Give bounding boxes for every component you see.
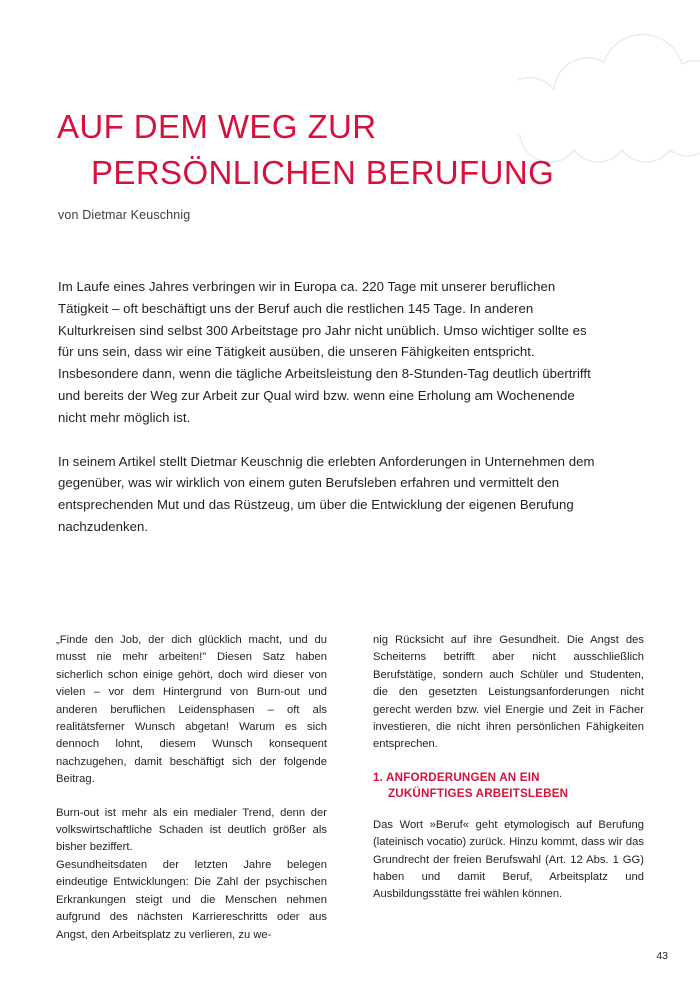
byline: von Dietmar Keuschnig bbox=[58, 208, 191, 222]
left-paragraph-2: Burn-out ist mehr als ein medialer Trend, denn der volkswirtschaftliche Schaden ist deutlich größer als bisher beziffert. bbox=[56, 806, 327, 854]
page-title-line-2: PERSÖNLICHEN BERUFUNG bbox=[91, 154, 555, 191]
page-title-line-1: AUF DEM WEG ZUR bbox=[57, 108, 377, 145]
right-paragraph-1: nig Rücksicht auf ihre Gesundheit. Die Angst des Scheiterns betrifft aber nicht ausschließlich Berufstätige, sondern auch Schüler und Studenten, die den gesetzten Leistungsanforderungen nicht gerecht werden bzw. viel Energie und Zeit in Fächer investieren, die nicht ihren persönlichen Fähigkeiten entsprechen. bbox=[373, 634, 644, 751]
intro-paragraph-1: Im Laufe eines Jahres verbringen wir in Europa ca. 220 Tage mit unserer beruflichen Tätigkeit – oft beschäftigt uns der Beruf auch die restlichen 145 Tage. In anderen Kulturkreisen sind selbst 300 Arbeitstage pro Jahr nicht unüblich. Umso wichtiger sollte es für uns sein, dass wir eine Tätigkeit ausüben, die unseren Fähigkeiten entspricht. Insbesondere dann, wenn die tägliche Arbeitsleistung den 8-Stunden-Tag deutlich übertrifft und bereits der Weg zur Arbeit zur Qual wird bzw. wenn eine Erholung am Wochenende nicht mehr möglich ist. bbox=[58, 279, 591, 425]
intro-section bbox=[58, 276, 598, 538]
page-title bbox=[57, 104, 657, 196]
section-heading-line-1: 1. ANFORDERUNGEN AN EIN bbox=[373, 770, 540, 784]
intro-paragraph-2: In seinem Artikel stellt Dietmar Keuschnig die erlebten Anforderungen in Unternehmen dem gegenüber, was wir wirklich von einem guten Berufsleben erfahren und vermittelt den entsprechenden Mut und das Rüstzeug, um über die Entwicklung der eigenen Berufung nachzudenken. bbox=[58, 453, 595, 534]
body-column-left bbox=[56, 632, 327, 944]
body-columns bbox=[56, 632, 644, 944]
section-heading bbox=[373, 770, 644, 803]
body-column-right bbox=[373, 632, 644, 944]
left-paragraph-1: „Finde den Job, der dich glücklich macht, und du musst nie mehr arbeiten!" Diesen Satz haben sicherlich schon einige gehört, doch wird dieser von vielen – vor dem Hintergrund von Burn-out und anderen beruflichen Leidensphasen – oft als realitätsferner Wunsch abgetan! Warum es sich dennoch lohnt, diesem Wunsch konsequent nachzugehen, damit beschäftigt sich der folgende Beitrag. bbox=[56, 634, 327, 786]
left-paragraph-3: Gesundheitsdaten der letzten Jahre belegen eindeutige Entwicklungen: Die Zahl der psychischen Erkrankungen steigt und die Menschen nehmen aufgrund des nächsten Karriereschritts oder aus Angst, den Arbeitsplatz zu verlieren, zu we- bbox=[56, 858, 327, 941]
section-heading-line-2: ZUKÜNFTIGES ARBEITSLEBEN bbox=[388, 787, 569, 801]
page-number: 43 bbox=[656, 950, 668, 962]
right-paragraph-2: Das Wort »Beruf« geht etymologisch auf Berufung (lateinisch vocatio) zurück. Hinzu kommt, dass wir das Grundrecht der freien Berufswahl (Art. 12 Abs. 1 GG) haben und damit Beruf, Arbeitsplatz und Ausbildungsstätte frei wählen können. bbox=[373, 818, 644, 901]
